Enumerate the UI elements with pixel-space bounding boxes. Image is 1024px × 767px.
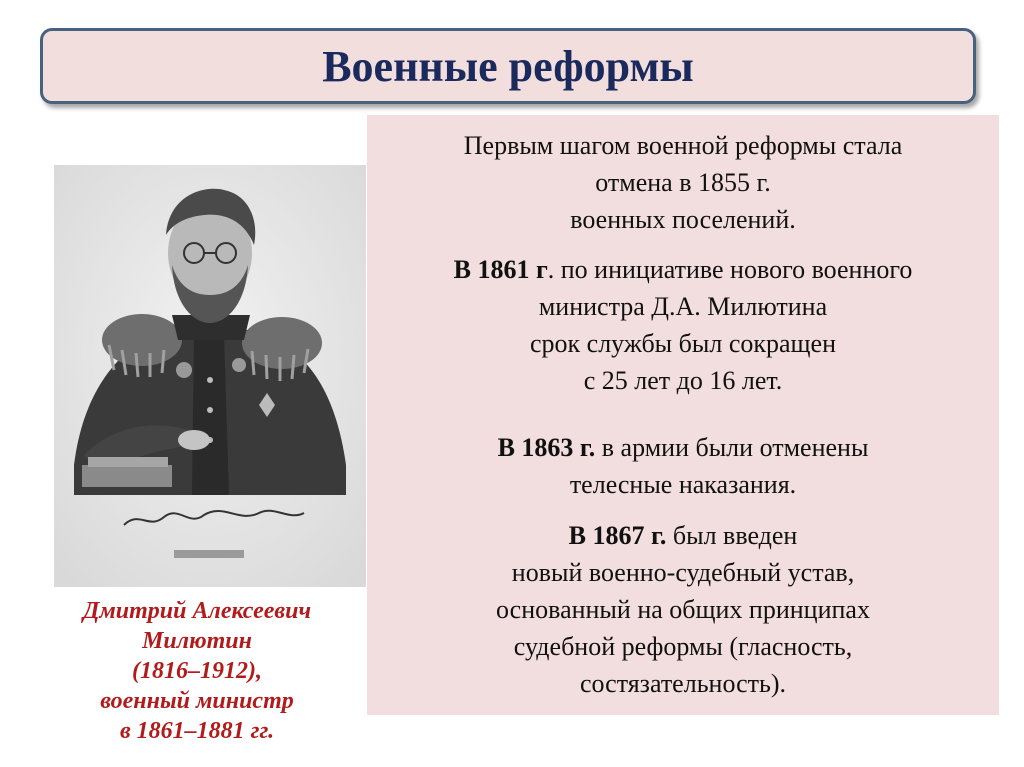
text-line: министра Д.А. Милютина (538, 292, 828, 321)
text-line: состязательность). (579, 669, 787, 698)
text-line (367, 251, 999, 288)
text-line: Первым шагом военной реформы стала (463, 131, 903, 160)
text-fragment: в армии были отменены (595, 433, 869, 462)
text-line: с 25 лет до 16 лет. (583, 366, 783, 395)
title-banner (40, 28, 976, 104)
paragraph-1867 (367, 517, 999, 702)
caption-term-line: в 1861–1881 гг. (119, 718, 275, 744)
year-label: В 1863 г. (497, 433, 596, 462)
text-line: отмена в 1855 г. (595, 168, 771, 197)
text-line: новый военно-судебный устав, (511, 558, 855, 587)
text-line: военных поселений. (570, 205, 796, 234)
paragraph-1855 (367, 127, 999, 238)
paragraph-1861 (367, 251, 999, 399)
caption-years-line: (1816–1912), (132, 658, 262, 684)
paragraph-1863 (367, 429, 999, 503)
text-line: судебной реформы (гласность, (513, 632, 853, 661)
text-line: телесные наказания. (569, 470, 797, 499)
content-panel (367, 115, 999, 715)
caption-name-line: Дмитрий Алексеевич (82, 598, 312, 624)
text-fragment: . по инициативе нового военного (547, 255, 913, 284)
text-line: основанный на общих принципах (496, 595, 870, 624)
year-label: В 1861 г (453, 255, 548, 284)
text-line: срок службы был сокращен (529, 329, 837, 358)
text-fragment: был введен (666, 521, 798, 550)
slide-title: Военные реформы (322, 41, 694, 91)
text-line (367, 517, 999, 554)
caption-surname-line: Милютин (142, 628, 252, 654)
caption-position-line: военный министр (100, 688, 294, 714)
text-line (367, 429, 999, 466)
portrait-image (54, 165, 366, 587)
portrait-engraving (54, 165, 366, 587)
year-label: В 1867 г. (568, 521, 667, 550)
portrait-caption (22, 596, 372, 746)
